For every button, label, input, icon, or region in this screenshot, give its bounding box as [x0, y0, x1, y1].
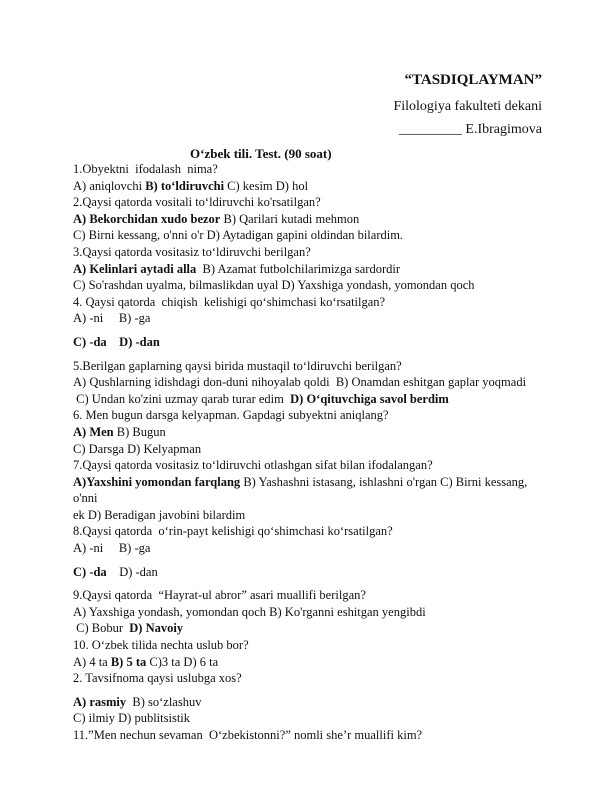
question-text: C) Undan ko'zini uzmay qarab turar edim	[73, 391, 291, 406]
question-line	[73, 670, 543, 687]
approver-position: Filologiya fakulteti dekani	[393, 99, 542, 114]
question-line	[73, 564, 543, 581]
answer-key-text: A) Kelinlari aytadi alla	[73, 261, 197, 276]
answer-key-text: A) rasmiy	[73, 694, 127, 709]
answer-key-text: A)Yaxshini yomondan farqlang	[73, 474, 241, 489]
question-line	[73, 391, 543, 408]
question-line	[73, 424, 543, 441]
question-text: ek D) Beradigan javobini bilardim	[73, 507, 246, 522]
answer-key-text: D) O‘qituvchiga savol berdim	[290, 391, 449, 406]
answer-key-text: B) to‘ldiruvchi	[145, 178, 225, 193]
question-line	[73, 194, 543, 211]
question-text: B) Yashashni istasang, ishlashni o'rgan C) Birni kessang, o'nni	[73, 474, 531, 506]
question-text: C) ilmiy D) publitsistik	[73, 711, 191, 726]
question-text: A) aniqlovchi	[73, 178, 146, 193]
question-text: C) Birni kessang, o'nni o'r D) Aytadigan gapini oldindan bilardim.	[73, 228, 404, 243]
question-text: A) -ni B) -ga	[73, 311, 151, 326]
question-line	[73, 620, 543, 637]
question-line	[73, 178, 543, 195]
question-text: 5.Berilgan gaplarning qaysi birida mustaqil to‘ldiruvchi berilgan?	[73, 358, 402, 373]
question-text: 2.Qaysi qatorda vositali to‘ldiruvchi ko'rsatilgan?	[73, 195, 321, 210]
question-text: 8.Qaysi qatorda o‘rin-payt kelishigi qo‘shimchasi ko‘rsatilgan?	[73, 524, 393, 539]
answer-key-text: A) Bekorchidan xudo bezor	[73, 211, 221, 226]
question-line	[73, 294, 543, 311]
question-text: D) -dan	[106, 564, 158, 579]
question-text: C) Darsga D) Kelyapman	[73, 441, 202, 456]
question-text: C)3 ta D) 6 ta	[146, 654, 219, 669]
question-text: 9.Qaysi qatorda “Hayrat-ul abror” asari muallifi berilgan?	[73, 588, 366, 603]
question-line	[73, 161, 543, 178]
question-text: B) Bugun	[113, 424, 166, 439]
question-text: A) 4 ta	[73, 654, 111, 669]
question-line	[73, 244, 543, 261]
question-text: 2. Tavsifnoma qaysi uslubga xos?	[73, 671, 242, 686]
question-line	[73, 474, 543, 507]
question-line	[73, 211, 543, 228]
question-line	[73, 334, 543, 351]
question-line	[73, 587, 543, 604]
test-title: O‘zbek tili. Test. (90 soat)	[190, 146, 332, 161]
question-text: 11.”Men nechun sevaman O‘zbekistonni?” nomli she’r muallifi kim?	[73, 728, 423, 742]
question-text: 10. O‘zbek tilida nechta uslub bor?	[73, 638, 249, 653]
question-line	[73, 727, 543, 744]
question-line	[73, 523, 543, 540]
answer-key-text: C) -da D) -dan	[73, 334, 160, 349]
question-line	[73, 694, 543, 711]
test-questions	[73, 161, 543, 744]
question-text: C) Bobur	[73, 621, 130, 636]
question-line	[73, 654, 543, 671]
question-text: C) kesim D) hol	[224, 178, 309, 193]
question-text: A) -ni B) -ga	[73, 541, 151, 556]
question-line	[73, 227, 543, 244]
question-line	[73, 310, 543, 327]
question-line	[73, 637, 543, 654]
question-text: C) So'rashdan uyalma, bilmaslikdan uyal D) Yaxshiga yondash, yomondan qoch	[73, 278, 475, 293]
question-text: 4. Qaysi qatorda chiqish kelishigi qo‘shimchasi ko‘rsatilgan?	[73, 294, 386, 309]
question-text: B) so‘zlashuv	[126, 694, 202, 709]
question-line	[73, 277, 543, 294]
answer-key-text: B) 5 ta	[110, 654, 147, 669]
question-line	[73, 261, 543, 278]
question-text: A) Yaxshiga yondash, yomondan qoch B) Ko'rganni eshitgan yengibdi	[73, 604, 426, 619]
question-text: B) Qarilari kutadi mehmon	[220, 211, 360, 226]
question-text: 3.Qaysi qatorda vositasiz to‘ldiruvchi berilgan?	[73, 244, 311, 259]
question-line	[73, 358, 543, 375]
question-text: 7.Qaysi qatorda vositasiz to‘ldiruvchi otlashgan sifat bilan ifodalangan?	[73, 458, 433, 473]
question-line	[73, 540, 543, 557]
question-text: 6. Men bugun darsga kelyapman. Gapdagi subyektni aniqlang?	[73, 408, 389, 423]
approver-signature: _________ E.Ibragimova	[398, 122, 542, 137]
question-line	[73, 441, 543, 458]
answer-key-text: A) Men	[73, 424, 114, 439]
question-line	[73, 374, 543, 391]
answer-key-text: C) -da	[73, 564, 107, 579]
answer-key-text: D) Navoiy	[129, 621, 184, 636]
question-line	[73, 507, 543, 524]
question-line	[73, 407, 543, 424]
question-text: B) Azamat futbolchilarimizga sardordir	[196, 261, 401, 276]
question-text: 1.Obyektni ifodalash nima?	[73, 162, 218, 176]
question-text: A) Qushlarning idishdagi don-duni nihoyalab qoldi B) Onamdan eshitgan gaplar yoqmadi	[73, 375, 527, 390]
question-line	[73, 457, 543, 474]
question-line	[73, 604, 543, 621]
question-line	[73, 710, 543, 727]
approval-title: “TASDIQLAYMAN”	[404, 72, 542, 88]
